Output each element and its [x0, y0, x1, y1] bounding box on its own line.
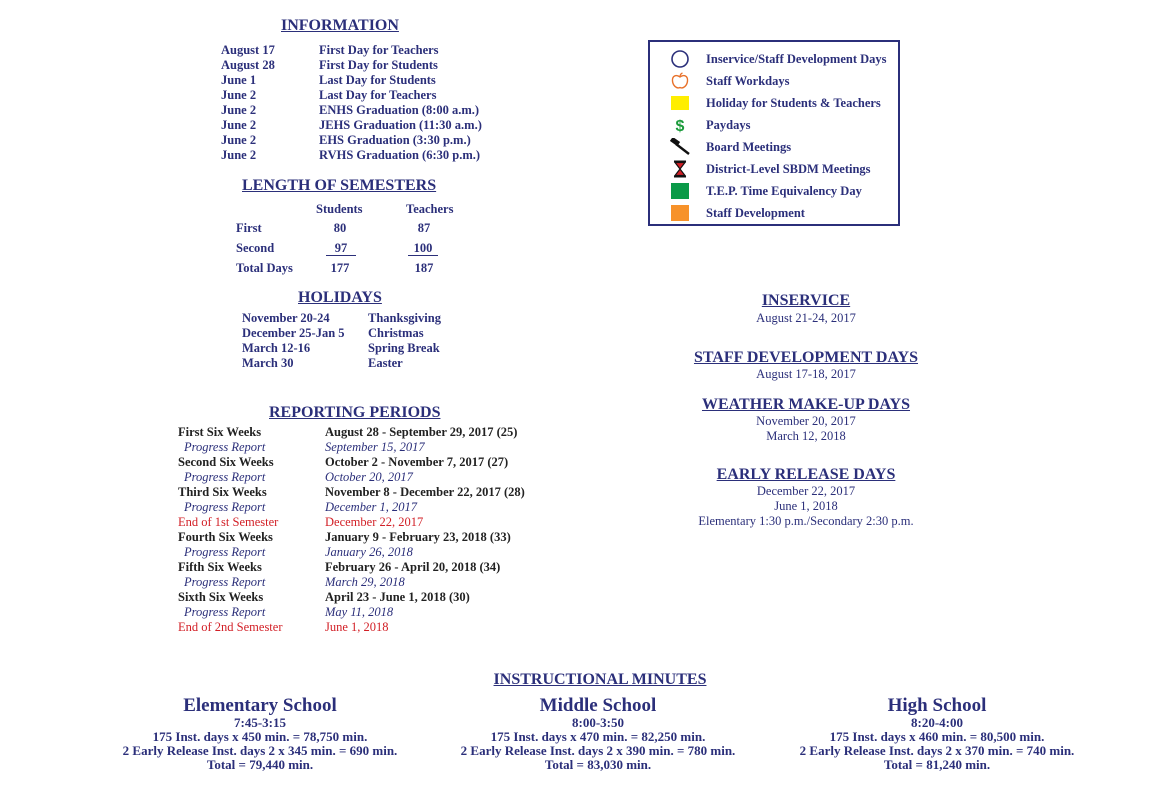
semesters-col-teachers: Teachers	[406, 202, 454, 216]
school-hours: 8:20-4:00	[911, 715, 963, 730]
yellow-square-icon	[670, 94, 690, 112]
reporting-label: Progress Report	[184, 500, 266, 514]
legend-item	[650, 158, 898, 180]
reporting-value: May 11, 2018	[325, 605, 394, 619]
reporting-label: Third Six Weeks	[178, 485, 267, 499]
reporting-value: March 29, 2018	[325, 575, 405, 589]
weather-date: March 12, 2018	[766, 429, 846, 443]
weather-section	[620, 396, 992, 444]
early-release-date: June 1, 2018	[774, 499, 838, 513]
information-event: Last Day for Teachers	[319, 88, 437, 102]
reporting-value: April 23 - June 1, 2018 (30)	[325, 590, 470, 604]
information-event: RVHS Graduation (6:30 p.m.)	[319, 148, 481, 162]
apple-icon	[670, 72, 690, 90]
gavel-icon	[670, 138, 690, 156]
reporting-label: Fifth Six Weeks	[178, 560, 262, 574]
reporting-value: September 15, 2017	[325, 440, 425, 454]
reporting-label: Progress Report	[184, 605, 266, 619]
information-date: June 1	[221, 73, 257, 87]
staff-development-heading: STAFF DEVELOPMENT DAYS	[693, 349, 919, 366]
school-block-middle	[428, 696, 768, 772]
reporting-label: Progress Report	[184, 575, 266, 589]
staff-development-dates: August 17-18, 2017	[756, 367, 856, 381]
reporting-label: End of 2nd Semester	[178, 620, 283, 634]
legend-label: T.E.P. Time Equivalency Day	[706, 184, 862, 198]
reporting-value: November 8 - December 22, 2017 (28)	[325, 485, 525, 499]
legend-label: Inservice/Staff Development Days	[706, 52, 887, 66]
reporting-label: Second Six Weeks	[178, 455, 274, 469]
school-name: Elementary School	[183, 695, 337, 716]
reporting-label: First Six Weeks	[178, 425, 262, 439]
legend-label: Staff Workdays	[706, 74, 790, 88]
early-release-section	[620, 466, 992, 529]
information-event: First Day for Teachers	[319, 43, 439, 57]
information-date: June 2	[221, 88, 257, 102]
reporting-value: December 1, 2017	[325, 500, 417, 514]
information-event: Last Day for Students	[319, 73, 436, 87]
early-release-date: December 22, 2017	[756, 484, 856, 498]
legend-item	[650, 180, 898, 202]
school-early-release-line: 2 Early Release Inst. days 2 x 345 min. = 690 min.	[122, 743, 398, 758]
school-total: Total = 83,030 min.	[544, 757, 652, 772]
circle-icon	[670, 50, 690, 68]
reporting-label: Progress Report	[184, 470, 266, 484]
reporting-label: Sixth Six Weeks	[178, 590, 264, 604]
semester-row-students: 177	[330, 261, 350, 275]
legend-item	[650, 48, 898, 70]
inservice-dates: August 21-24, 2017	[756, 311, 856, 325]
reporting-value: January 9 - February 23, 2018 (33)	[325, 530, 511, 544]
information-date: August 28	[221, 58, 275, 72]
reporting-value: January 26, 2018	[325, 545, 413, 559]
legend-label: Staff Development	[706, 206, 805, 220]
reporting-value: December 22, 2017	[325, 515, 424, 529]
information-heading: INFORMATION	[281, 17, 399, 34]
legend-box	[648, 40, 900, 226]
legend-item	[650, 114, 898, 136]
reporting-label: Progress Report	[184, 440, 266, 454]
semester-row-teachers: 100	[408, 241, 438, 256]
reporting-value: August 28 - September 29, 2017 (25)	[325, 425, 518, 439]
school-early-release-line: 2 Early Release Inst. days 2 x 370 min. = 740 min.	[799, 743, 1075, 758]
information-date: June 2	[221, 118, 257, 132]
information-event: ENHS Graduation (8:00 a.m.)	[319, 103, 480, 117]
school-name: High School	[887, 695, 987, 716]
inservice-section	[620, 292, 992, 326]
semester-row-teachers: 187	[414, 261, 434, 275]
school-early-release-line: 2 Early Release Inst. days 2 x 390 min. = 780 min.	[460, 743, 736, 758]
orange-square-icon	[670, 204, 690, 222]
inservice-heading: INSERVICE	[761, 292, 851, 309]
information-event: JEHS Graduation (11:30 a.m.)	[319, 118, 482, 132]
school-name: Middle School	[539, 695, 657, 716]
school-days-line: 175 Inst. days x 470 min. = 82,250 min.	[490, 729, 706, 744]
weather-date: November 20, 2017	[756, 414, 856, 428]
school-days-line: 175 Inst. days x 460 min. = 80,500 min.	[829, 729, 1045, 744]
reporting-heading: REPORTING PERIODS	[269, 404, 441, 421]
reporting-label: Fourth Six Weeks	[178, 530, 273, 544]
semester-row-students: 80	[333, 221, 347, 235]
reporting-value: October 20, 2017	[325, 470, 413, 484]
school-hours: 7:45-3:15	[234, 715, 286, 730]
holiday-dates: March 12-16	[242, 341, 311, 355]
minutes-heading: INSTRUCTIONAL MINUTES	[493, 671, 707, 688]
staff-development-section	[620, 349, 992, 382]
legend-item	[650, 136, 898, 158]
semester-row-label: Total Days	[236, 261, 293, 275]
legend-label: Holiday for Students & Teachers	[706, 96, 881, 110]
school-days-line: 175 Inst. days x 450 min. = 78,750 min.	[152, 729, 368, 744]
information-date: August 17	[221, 43, 275, 57]
reporting-label: Progress Report	[184, 545, 266, 559]
school-hours: 8:00-3:50	[572, 715, 624, 730]
early-release-times: Elementary 1:30 p.m./Secondary 2:30 p.m.	[698, 514, 914, 528]
holiday-dates: December 25-Jan 5	[242, 326, 345, 340]
information-event: First Day for Students	[319, 58, 438, 72]
semesters-col-students: Students	[316, 202, 363, 216]
holiday-name: Easter	[368, 356, 403, 370]
green-square-icon	[670, 182, 690, 200]
legend-label: District-Level SBDM Meetings	[706, 162, 871, 176]
dollar-icon	[670, 116, 690, 134]
semesters-heading: LENGTH OF SEMESTERS	[242, 177, 437, 194]
weather-heading: WEATHER MAKE-UP DAYS	[701, 396, 911, 413]
information-event: EHS Graduation (3:30 p.m.)	[319, 133, 471, 147]
information-date: June 2	[221, 103, 257, 117]
holiday-name: Spring Break	[368, 341, 440, 355]
reporting-value: June 1, 2018	[325, 620, 389, 634]
semester-row-label: Second	[236, 241, 275, 255]
semester-row-teachers: 87	[417, 221, 431, 235]
school-block-elementary	[90, 696, 430, 772]
holiday-dates: March 30	[242, 356, 294, 370]
information-date: June 2	[221, 133, 257, 147]
school-total: Total = 79,440 min.	[206, 757, 314, 772]
early-release-heading: EARLY RELEASE DAYS	[716, 466, 896, 483]
holiday-name: Christmas	[368, 326, 424, 340]
legend-item	[650, 202, 898, 224]
reporting-value: February 26 - April 20, 2018 (34)	[325, 560, 501, 574]
reporting-label: End of 1st Semester	[178, 515, 279, 529]
school-total: Total = 81,240 min.	[883, 757, 991, 772]
legend-item	[650, 92, 898, 114]
hourglass-icon	[670, 160, 690, 178]
reporting-value: October 2 - November 7, 2017 (27)	[325, 455, 509, 469]
legend-label: Board Meetings	[706, 140, 792, 154]
holidays-heading: HOLIDAYS	[298, 289, 382, 306]
school-block-high	[767, 696, 1107, 772]
svg-text:$: $	[675, 118, 685, 134]
legend-label: Paydays	[706, 118, 751, 132]
holiday-dates: November 20-24	[242, 311, 330, 325]
legend-item	[650, 70, 898, 92]
holiday-name: Thanksgiving	[368, 311, 441, 325]
information-date: June 2	[221, 148, 257, 162]
semester-row-students: 97	[326, 241, 356, 256]
semester-row-label: First	[236, 221, 262, 235]
